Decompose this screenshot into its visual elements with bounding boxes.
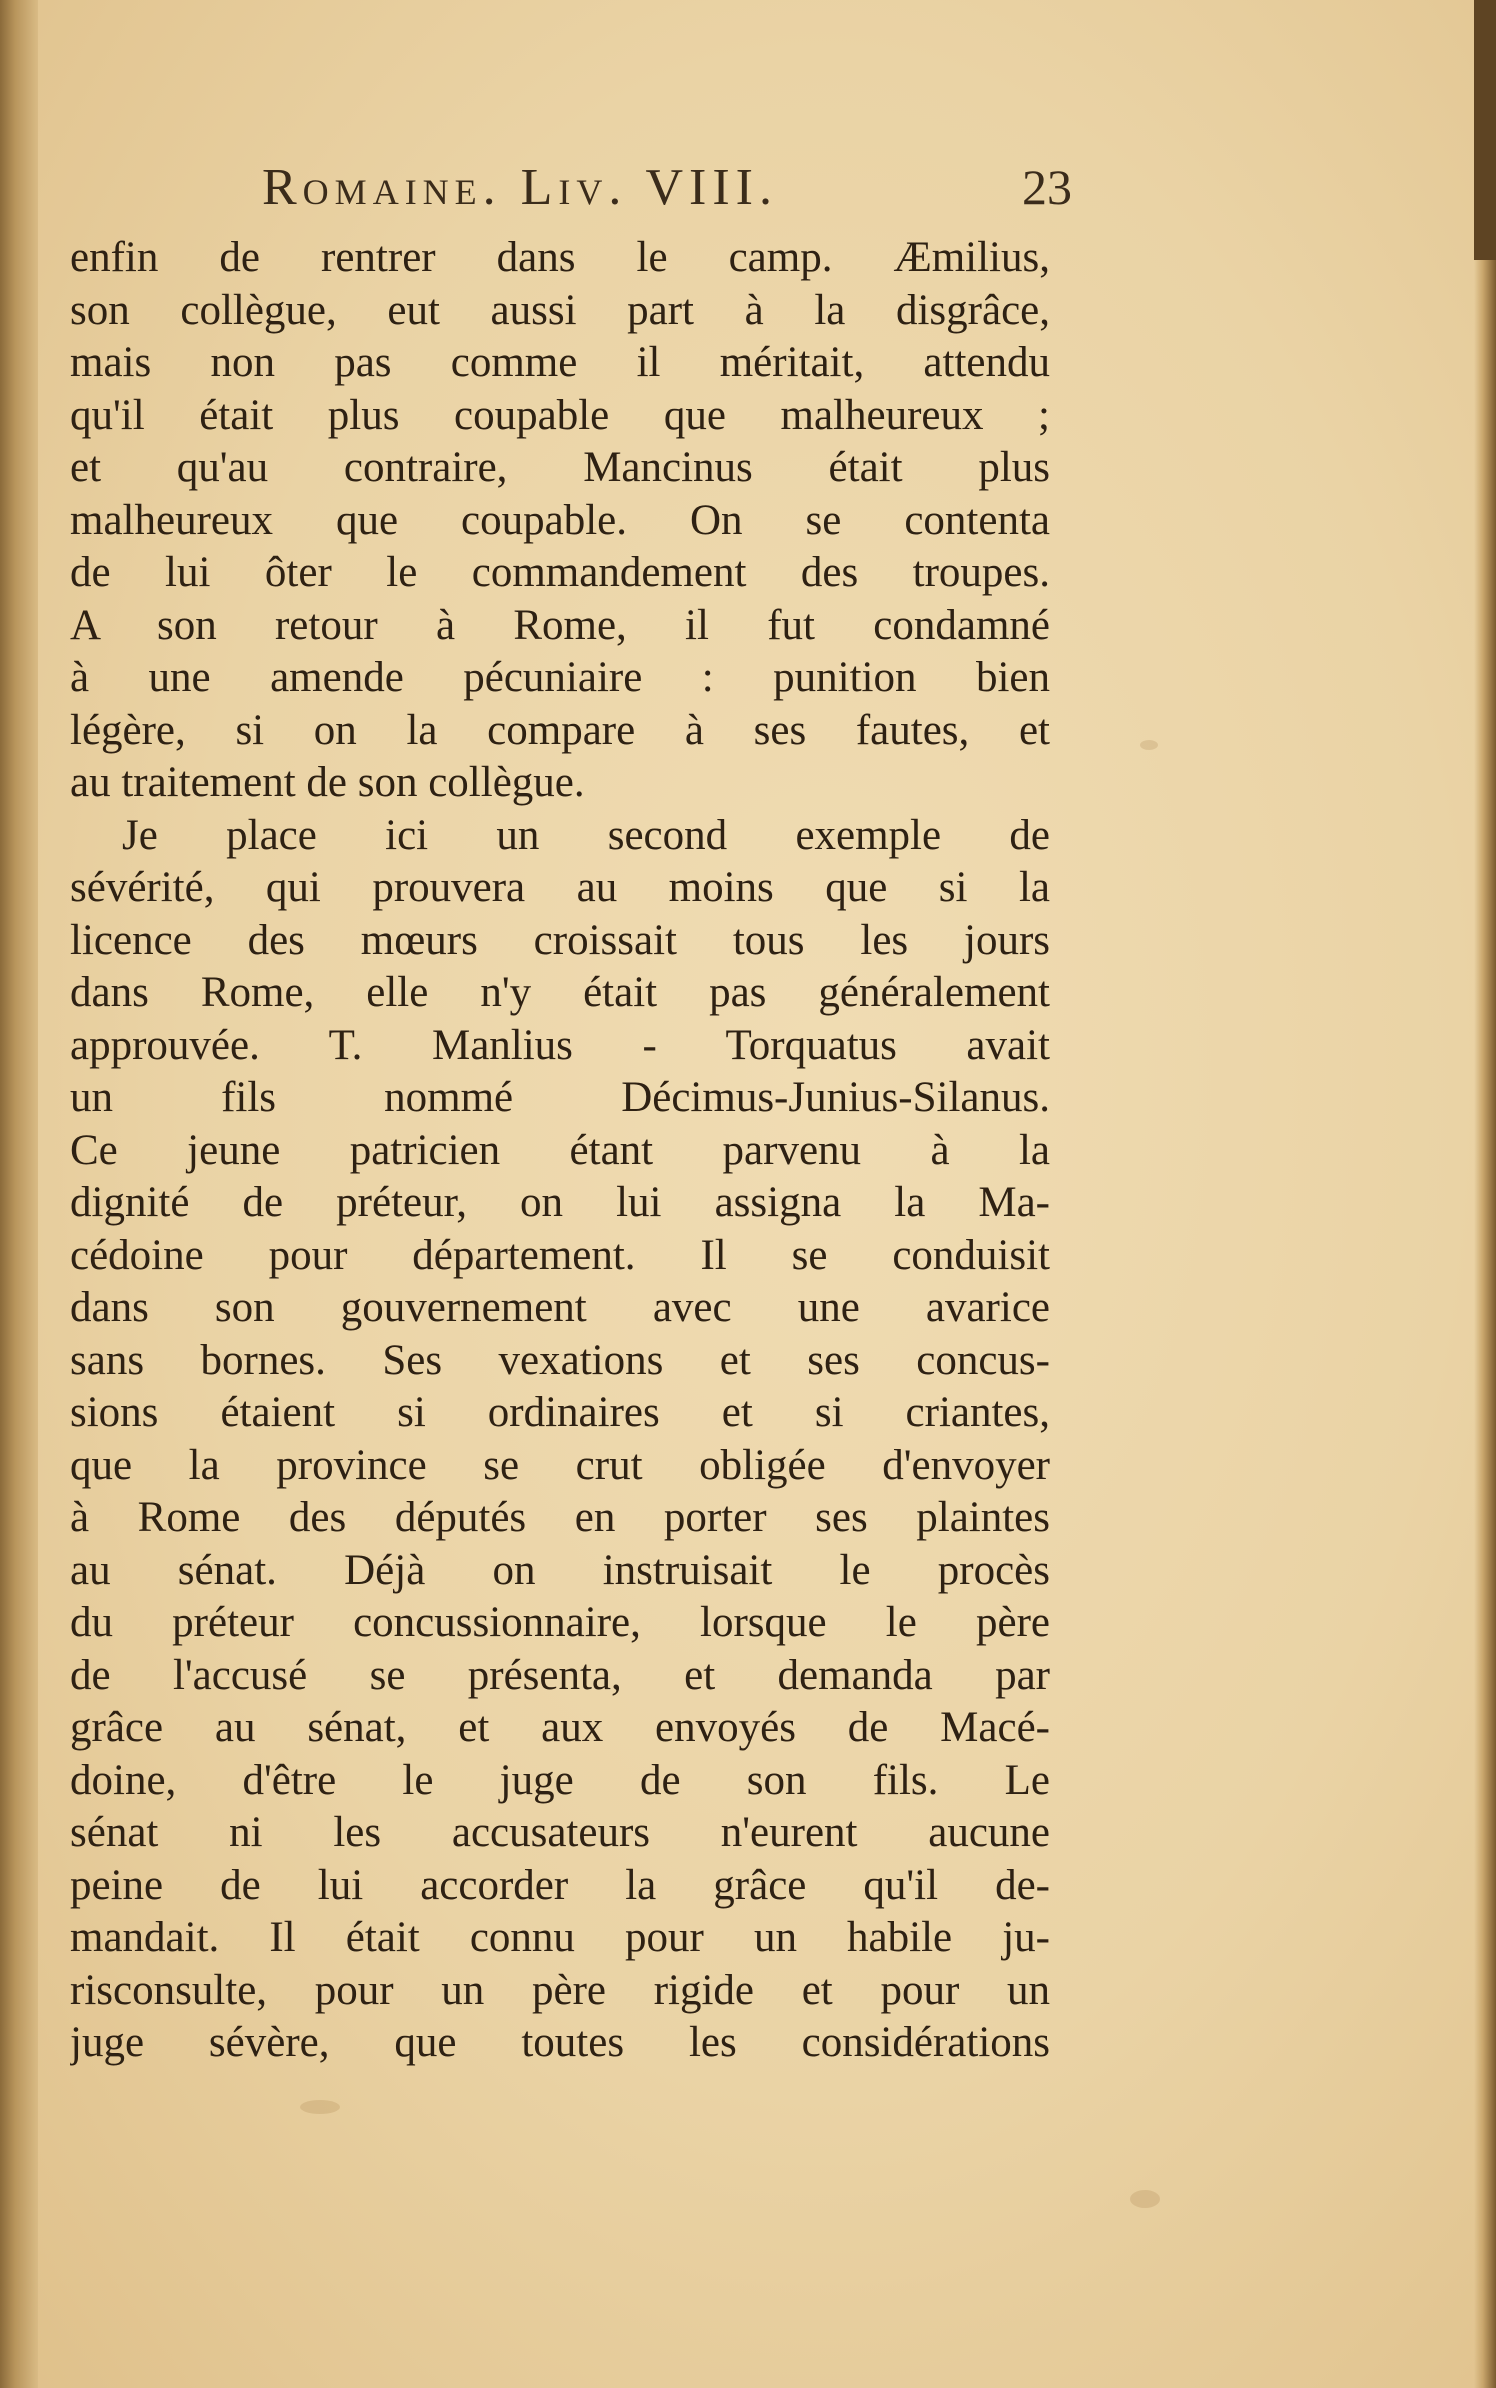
foxing-spot xyxy=(1130,2190,1160,2208)
text-line: sénat ni les accusateurs n'eurent aucune xyxy=(70,1809,1050,1856)
text-line: sans bornes. Ses vexations et ses concus- xyxy=(70,1336,1050,1384)
text-line: malheureux que coupable. On se contenta xyxy=(70,496,1050,544)
text-line: licence des mœurs croissait tous les jours xyxy=(70,916,1050,964)
text-line: dignité de préteur, on lui assigna la Ma- xyxy=(70,1179,1050,1226)
page-right-edge-shadow xyxy=(1474,0,1496,260)
text-line: qu'il était plus coupable que malheureux ; xyxy=(70,391,1050,439)
text-line: sévérité, qui prouvera au moins que si la xyxy=(70,864,1050,911)
text-line: juge sévère, que toutes les considérations xyxy=(70,2019,1050,2066)
text-line: dans Rome, elle n'y était pas généralement xyxy=(70,969,1050,1016)
text-line: cédoine pour département. Il se conduisit xyxy=(70,1231,1050,1279)
text-line: mais non pas comme il méritait, attendu xyxy=(70,339,1050,386)
body-text xyxy=(70,232,1050,2070)
text-line: à une amende pécuniaire : punition bien xyxy=(70,654,1050,701)
foxing-spot xyxy=(1140,740,1158,750)
text-line: que la province se crut obligée d'envoyer xyxy=(70,1441,1050,1489)
text-line: risconsulte, pour un père rigide et pour un xyxy=(70,1966,1050,2014)
running-title: Romaine. Liv. VIII. xyxy=(262,159,778,216)
text-line: légère, si on la compare à ses fautes, et xyxy=(70,706,1050,754)
text-line: au sénat. Déjà on instruisait le procès xyxy=(70,1546,1050,1594)
text-line: sions étaient si ordinaires et si criantes, xyxy=(70,1389,1050,1436)
foxing-spot xyxy=(300,2100,340,2114)
text-line: peine de lui accorder la grâce qu'il de- xyxy=(70,1861,1050,1909)
text-line: mandait. Il était connu pour un habile ju- xyxy=(70,1914,1050,1961)
text-line: son collègue, eut aussi part à la disgrâce, xyxy=(70,286,1050,334)
page-header xyxy=(262,158,1072,228)
text-line: enfin de rentrer dans le camp. Æmilius, xyxy=(70,234,1050,281)
text-line: au traitement de son collègue. xyxy=(70,759,585,806)
page-number: 23 xyxy=(1022,159,1072,215)
text-line: à Rome des députés en porter ses plaintes xyxy=(70,1494,1050,1541)
text-line: Je place ici un second exemple de xyxy=(122,811,1050,859)
text-line: de lui ôter le commandement des troupes. xyxy=(70,549,1050,596)
text-line: de l'accusé se présenta, et demanda par xyxy=(70,1651,1050,1699)
binding-gutter xyxy=(0,0,38,2388)
text-line: grâce au sénat, et aux envoyés de Macé- xyxy=(70,1704,1050,1751)
text-line: un fils nommé Décimus-Junius-Silanus. xyxy=(70,1074,1050,1121)
text-line: doine, d'être le juge de son fils. Le xyxy=(70,1756,1050,1804)
page-right-edge xyxy=(1474,0,1496,2388)
text-line: A son retour à Rome, il fut condamné xyxy=(70,601,1050,649)
text-line: du préteur concussionnaire, lorsque le père xyxy=(70,1599,1050,1646)
text-line: dans son gouvernement avec une avarice xyxy=(70,1284,1050,1331)
text-line: Ce jeune patricien étant parvenu à la xyxy=(70,1126,1050,1174)
text-line: et qu'au contraire, Mancinus était plus xyxy=(70,444,1050,491)
text-line: approuvée. T. Manlius - Torquatus avait xyxy=(70,1021,1050,1069)
